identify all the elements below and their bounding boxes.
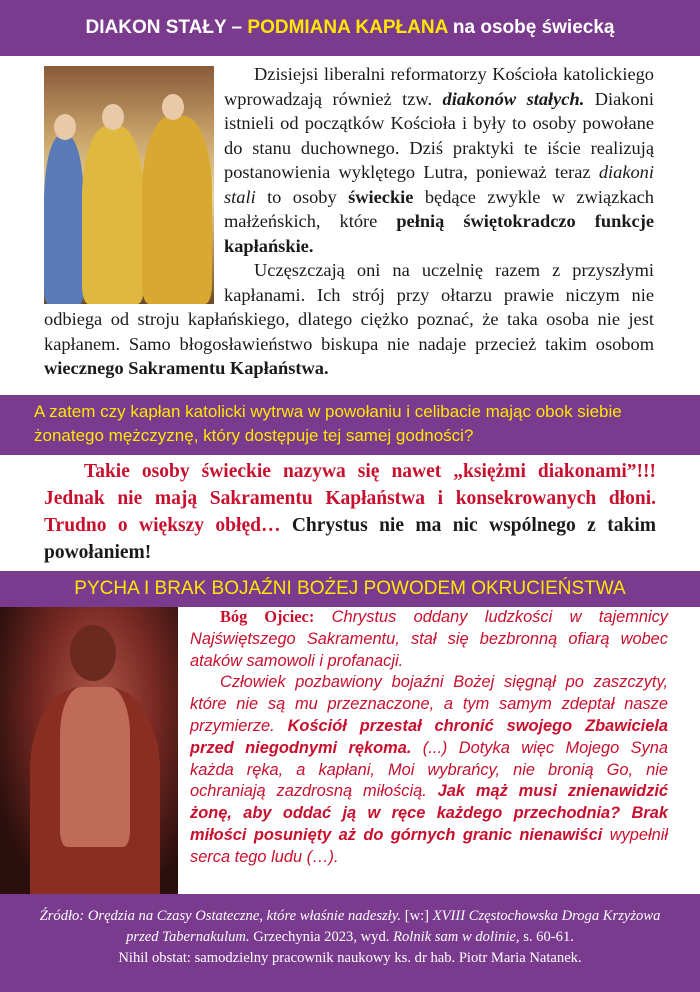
- quote-paragraph-2: Człowiek pozbawiony bojaźni Bożej sięgnął po zaszczyty, które nie są mu przeznaczone, a tym samym zdeptał nasze przymierze. Kościół przestał chronić swojego Zbawiciela przed niegodnymi rękoma. (...) Dotyka więc Mojego Syna każda ręka, a kapłani, Moi wybrańcy, nie bronią Go, nie ochraniają zazdrosną miłością. Jak mąż musi znienawidzić żonę, aby oddać ją w ręce każdego przechodnia? Brak miłości posunięty aż do górnych granic nienawiści wypełnił serca tego ludu (…).: [190, 673, 669, 866]
- header-part3: na osobę świecką: [447, 17, 615, 38]
- christ-photo: [0, 607, 178, 894]
- statement: Takie osoby świeckie nazywa się nawet „księżmi diakonami”!!! Jednak nie mają Sakramentu Kapłaństwa i konsekrowanych dłoni. Trudno o większy obłęd… Chrystus nie ma nic wspólnego z takim powołaniem!: [44, 461, 656, 563]
- header-part1: DIAKON STAŁY –: [85, 17, 248, 38]
- question-bar: [0, 395, 700, 455]
- quote: [190, 606, 668, 869]
- section2-title: PYCHA I BRAK BOJAŹNI BOŻEJ POWODEM OKRUCIEŃSTWA: [74, 578, 626, 599]
- intro-paragraph-2: Uczęszczają oni na uczelnię razem z przyszłymi kapłanami. Ich strój przy ołtarzu prawie niczym nie odbiega od stroju kapłańskiego, dlatego ciężko poznać, że taka osoba nie jest kapłanem. Samo błogosławieństwo biskupa nie nadaje przecież takim osobom wiecznego Sakramentu Kapłaństwa.: [44, 260, 654, 378]
- intro-text: [44, 62, 654, 381]
- quote-paragraph-1: Bóg Ojciec: Chrystus oddany ludzkości w tajemnicy Najświętszego Sakramentu, stał się bezbronną ofiarą wobec ataków samowoli i profanacji.: [190, 607, 669, 670]
- header-part2: PODMIANA KAPŁANA: [247, 17, 448, 38]
- question-text: A zatem czy kapłan katolicki wytrwa w powołaniu i celibacie mając obok siebie żonatego mężczyznę, który dostępuje tej samej godności?: [34, 402, 622, 445]
- nihil-obstat: Nihil obstat: samodzielny pracownik naukowy ks. dr hab. Piotr Maria Natanek.: [118, 950, 582, 966]
- section2-title-bar: [0, 571, 700, 607]
- source-footer: Źródło: Orędzia na Czasy Ostateczne, które właśnie nadeszły. [w:] XVIII Częstochowska Droga Krzyżowa przed Tabernakulum. Grzechynia 2023, wyd. Rolnik sam w dolinie, s. 60-61. Nihil obstat: samodzielny pracownik naukowy ks. dr hab. Piotr Maria Natanek.: [0, 894, 700, 992]
- intro-paragraph-1: Dzisiejsi liberalni reformatorzy Kościoła katolickiego wprowadzają również tzw. diakonów stałych. Diakoni istnieli od początków Kościoła i były to osoby powołane do stanu duchownego. Dziś praktyki te iście realizują postanowienia wyklętego Lutra, ponieważ teraz diakoni stali to osoby świeckie będące zwykle w związkach małżeńskich, które pełnią świętokradczo funkcje kapłańskie.: [224, 64, 654, 256]
- header-bar: [0, 0, 700, 56]
